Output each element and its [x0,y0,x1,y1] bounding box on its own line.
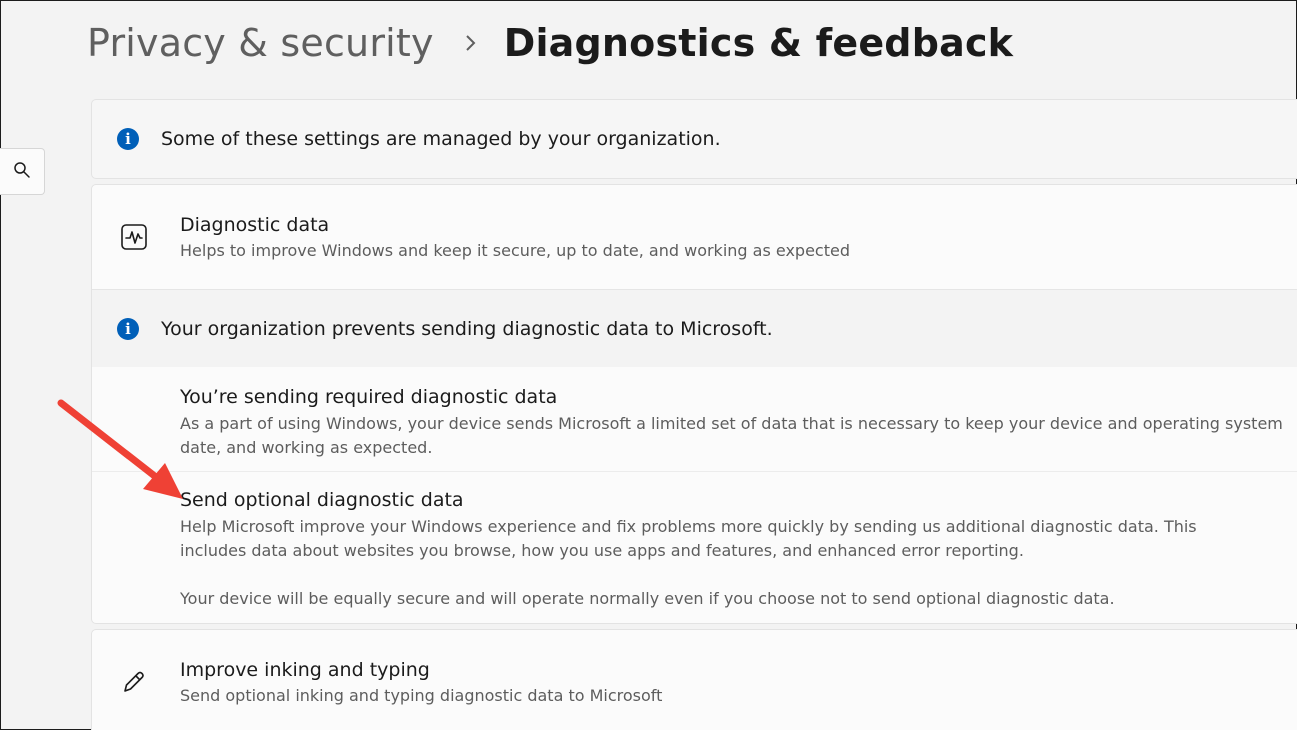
diagnostic-data-subtitle: Helps to improve Windows and keep it secure, up to date, and working as expected [180,241,850,260]
optional-data-line2: includes data about websites you browse, how you use apps and features, and enhanced error reporting. [180,541,1024,560]
improve-inking-row[interactable] [91,629,1297,730]
activity-icon [118,221,150,253]
required-data-line2: date, and working as expected. [180,438,433,457]
pen-icon [118,666,150,698]
diagnostic-data-group [91,184,1297,624]
diagnostic-data-header[interactable] [92,185,1297,289]
chevron-right-icon [456,28,486,58]
breadcrumb [87,21,1013,65]
optional-data-line3: Your device will be equally secure and will operate normally even if you choose not to send optional diagnostic data. [180,589,1115,608]
info-icon: i [117,318,139,340]
improve-inking-title: Improve inking and typing [180,659,430,681]
required-data-title: You’re sending required diagnostic data [180,386,558,408]
org-prevents-text: Your organization prevents sending diagnostic data to Microsoft. [161,317,773,340]
managed-settings-text: Some of these settings are managed by your organization. [161,128,721,150]
info-icon: i [117,128,139,150]
breadcrumb-privacy-security[interactable]: Privacy & security [87,21,434,65]
optional-data-row[interactable] [92,472,1297,622]
search-button[interactable] [0,148,45,195]
improve-inking-subtitle: Send optional inking and typing diagnostic data to Microsoft [180,686,663,705]
diagnostic-data-title: Diagnostic data [180,214,330,236]
managed-settings-banner [91,99,1297,179]
optional-data-title: Send optional diagnostic data [180,489,464,511]
optional-data-line1: Help Microsoft improve your Windows experience and fix problems more quickly by sending us additional diagnostic data. This [180,517,1197,536]
org-prevents-banner [92,289,1297,367]
annotation-arrow-icon [51,393,201,508]
search-icon [13,161,31,183]
required-data-row [92,367,1297,471]
page-title: Diagnostics & feedback [503,21,1014,65]
required-data-line1: As a part of using Windows, your device sends Microsoft a limited set of data that is necessary to keep your device and operating system [180,414,1283,433]
